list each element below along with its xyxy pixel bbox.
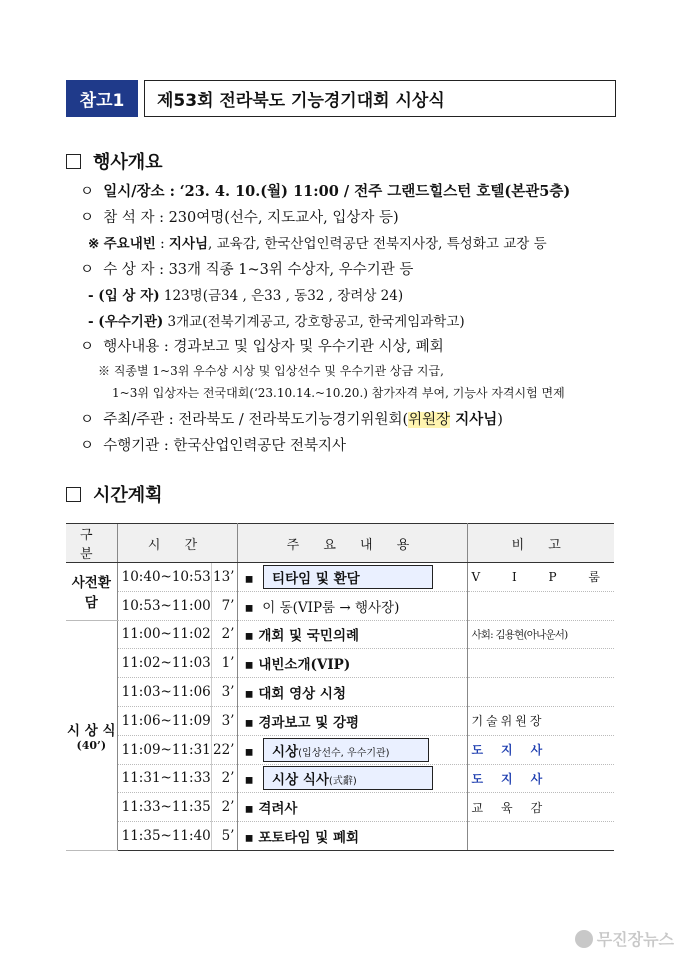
watermark: 무진장뉴스 <box>575 927 674 950</box>
table-row: 11:35~11:40 5’ ▪ 포토타임 및 폐회 <box>66 822 614 851</box>
overview-winners: ㅇ 수 상 자 : 33개 직종 1~3위 수상자, 우수기관 등 <box>80 262 414 278</box>
circle-bullet-icon: ㅇ <box>80 412 95 428</box>
header-division: 구 분 <box>66 524 117 563</box>
overview-datetime: ㅇ 일시/장소 : ‘23. 4. 10.(월) 11:00 / 전주 그랜드힐스턴 호텔(본관5층) <box>80 183 571 200</box>
highlight-box: 티타임 및 환담 <box>263 565 433 589</box>
overview-attendees: ㅇ 참 석 자 : 230여명(선수, 지도교사, 입상자 등) <box>80 210 399 226</box>
circle-bullet-icon: ㅇ <box>80 339 95 355</box>
table-row: 11:03~11:06 3’ ▪ 대회 영상 시청 <box>66 678 614 707</box>
table-row: 시 상 식 (40’) 11:00~11:02 2’ ▪ 개회 및 국민의례 사회: 김용현(아나운서) <box>66 620 614 649</box>
group-ceremony: 시 상 식 (40’) <box>66 620 117 850</box>
circle-bullet-icon: ㅇ <box>80 262 95 278</box>
square-bullet-icon <box>66 154 81 169</box>
table-row: 11:31~11:33 2’ ▪ 시상 식사(式辭) 도지사 <box>66 764 614 793</box>
table-row: 11:33~11:35 2’ ▪ 격려사 교육감 <box>66 793 614 822</box>
table-row: 11:06~11:09 3’ ▪ 경과보고 및 강평 기술위원장 <box>66 706 614 735</box>
overview-agency: ㅇ 수행기관 : 한국산업인력공단 전북지사 <box>80 438 347 454</box>
header-content: 주 요 내 용 <box>238 524 468 563</box>
overview-host: ㅇ 주최/주관 : 전라북도 / 전라북도기능경기위원회(위원장 지사님) <box>80 411 503 428</box>
overview-schools: - (우수기관) 3개교(전북기계공고, 강호항공고, 한국게임과학고) <box>88 314 465 330</box>
header-time: 시 간 <box>117 524 238 563</box>
schedule-table <box>66 523 614 851</box>
section-schedule: 시간계획 <box>66 481 163 507</box>
overview-prize: - (입 상 자) 123명(금34 , 은33 , 동32 , 장려상 24) <box>88 288 404 304</box>
overview-note-1: ※ 직종별 1~3위 우수상 시상 및 입상선수 및 우수기관 상금 지급, <box>98 364 444 378</box>
overview-vip: ※ 주요내빈 : 지사님, 교육감, 한국산업인력공단 전북지사장, 특성화고 교장 등 <box>88 236 547 252</box>
circle-bullet-icon: ㅇ <box>80 210 95 226</box>
page-title: 제53회 전라북도 기능경기대회 시상식 <box>144 80 616 117</box>
header-note: 비 고 <box>468 524 614 563</box>
table-row: 10:53~11:00 7’ ▪ 이 동(VIP룸 → 행사장) <box>66 591 614 620</box>
overview-content: ㅇ 행사내용 : 경과보고 및 입상자 및 우수기관 시상, 폐회 <box>80 339 444 355</box>
section-overview: 행사개요 <box>66 148 163 174</box>
group-pre-meeting: 사전환담 <box>66 563 117 621</box>
title-tag: 참고1 <box>66 80 138 117</box>
title-bar <box>66 80 616 117</box>
highlight-box: 시상 식사(式辭) <box>263 766 433 790</box>
watermark-logo-icon <box>575 930 593 948</box>
highlight-box: 시상(입상선수, 우수기관) <box>263 738 429 762</box>
table-row: 사전환담 10:40~10:53 13’ ▪ 티타임 및 환담 V I P 룸 <box>66 563 614 592</box>
circle-bullet-icon: ㅇ <box>80 438 95 454</box>
circle-bullet-icon: ㅇ <box>80 184 95 200</box>
overview-note-2: 1~3위 입상자는 전국대회(‘23.10.14.~10.20.) 참가자격 부여, 기능사 자격시험 면제 <box>112 386 565 400</box>
square-bullet-icon <box>66 487 81 502</box>
table-header <box>66 524 614 563</box>
table-row: 11:02~11:03 1’ ▪ 내빈소개(VIP) <box>66 649 614 678</box>
table-row: 11:09~11:31 22’ ▪ 시상(입상선수, 우수기관) 도지사 <box>66 735 614 764</box>
